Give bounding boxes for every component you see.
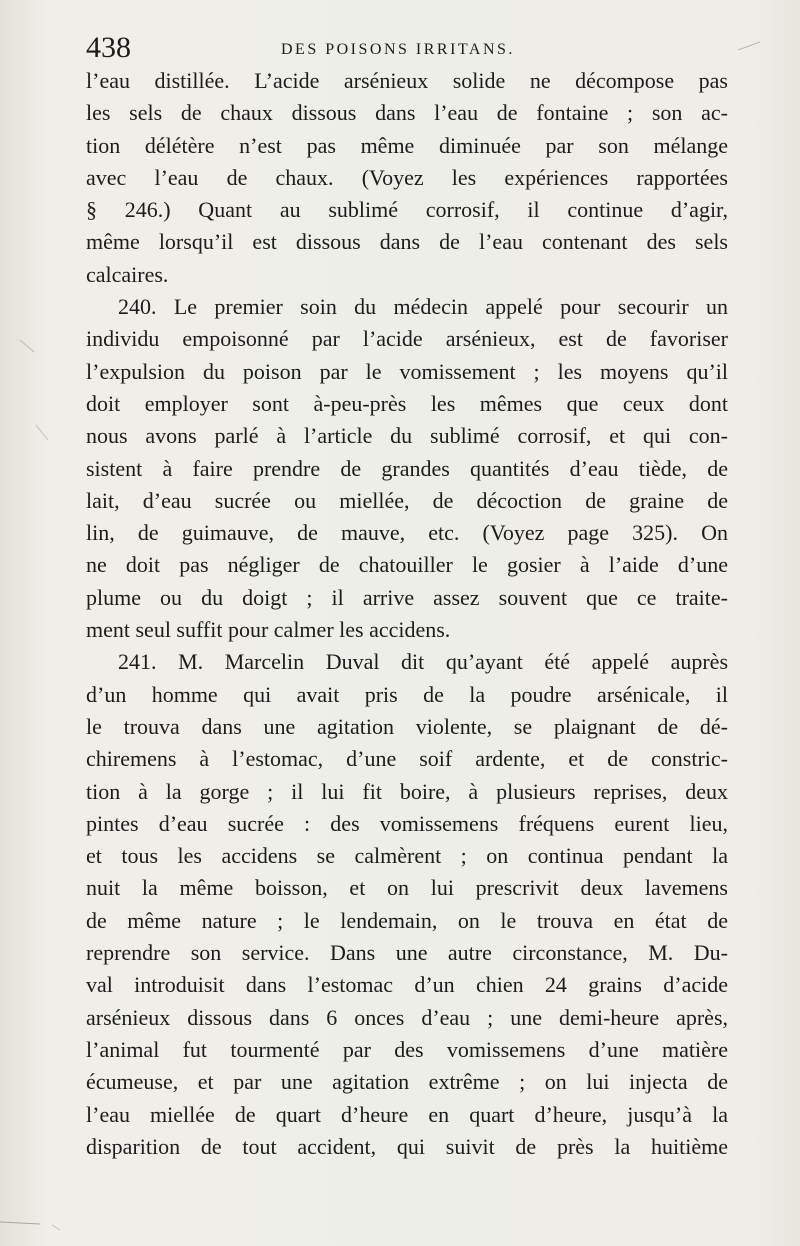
text-line: arsénieux dissous dans 6 onces d’eau ; une demi-heure après, — [86, 1004, 728, 1030]
text-line: nous avons parlé à l’article du sublimé corrosif, et qui con- — [86, 423, 728, 449]
text-line: chiremens à l’estomac, d’une soif ardente, et de constric- — [86, 746, 728, 772]
text-line: l’expulsion du poison par le vomissement ; les moyens qu’il — [86, 358, 728, 384]
text-line: § 246.) Quant au sublimé corrosif, il continue d’agir, — [86, 197, 728, 223]
text-line: ment seul suffit pour calmer les accidens. — [86, 617, 451, 643]
text-line: plume ou du doigt ; il arrive assez souvent que ce traite- — [86, 584, 728, 610]
text-line: écumeuse, et par une agitation extrême ; on lui injecta de — [86, 1069, 728, 1095]
body-text — [86, 65, 728, 1163]
text-line: lait, d’eau sucrée ou miellée, de décoction de graine de — [86, 487, 728, 513]
text-line: ne doit pas négliger de chatouiller le gosier à l’aide d’une — [86, 552, 728, 578]
page-number: 438 — [86, 31, 131, 64]
text-line: 240. Le premier soin du médecin appelé pour secourir un — [118, 294, 728, 320]
text-line: même lorsqu’il est dissous dans de l’eau contenant des sels — [86, 229, 728, 255]
text-line: individu empoisonné par l’acide arsénieux, est de favoriser — [86, 326, 728, 352]
text-line: val introduisit dans l’estomac d’un chien 24 grains d’acide — [86, 972, 728, 998]
page-header — [86, 30, 726, 66]
running-head: DES POISONS IRRITANS. — [281, 41, 515, 58]
text-line: 241. M. Marcelin Duval dit qu’ayant été appelé auprès — [118, 649, 728, 675]
text-line: le trouva dans une agitation violente, se plaignant de dé- — [86, 713, 728, 739]
text-line: de même nature ; le lendemain, on le trouva en état de — [86, 907, 728, 933]
text-line: pintes d’eau sucrée : des vomissemens fréquens eurent lieu, — [86, 810, 728, 836]
text-line: sistent à faire prendre de grandes quantités d’eau tiède, de — [86, 455, 728, 481]
text-line: lin, de guimauve, de mauve, etc. (Voyez page 325). On — [86, 520, 728, 546]
text-line: calcaires. — [86, 261, 169, 287]
text-line: disparition de tout accident, qui suivit de près la huitième — [86, 1133, 728, 1159]
text-line: nuit la même boisson, et on lui prescrivit deux lavemens — [86, 875, 728, 901]
text-line: l’eau miellée de quart d’heure en quart d’heure, jusqu’à la — [86, 1101, 728, 1127]
text-line: tion délétère n’est pas même diminuée par son mélange — [86, 132, 728, 158]
text-line: les sels de chaux dissous dans l’eau de fontaine ; son ac- — [86, 100, 728, 126]
text-line: et tous les accidens se calmèrent ; on continua pendant la — [86, 843, 728, 869]
text-line: avec l’eau de chaux. (Voyez les expériences rapportées — [86, 164, 728, 190]
text-line: tion à la gorge ; il lui fit boire, à plusieurs reprises, deux — [86, 778, 728, 804]
text-line: doit employer sont à-peu-près les mêmes que ceux dont — [86, 390, 728, 416]
text-line: l’animal fut tourmenté par des vomissemens d’une matière — [86, 1036, 728, 1062]
text-line: d’un homme qui avait pris de la poudre arsénicale, il — [86, 681, 728, 707]
text-line: l’eau distillée. L’acide arsénieux solide ne décompose pas — [86, 68, 728, 93]
text-line: reprendre son service. Dans une autre circonstance, M. Du- — [86, 940, 728, 966]
